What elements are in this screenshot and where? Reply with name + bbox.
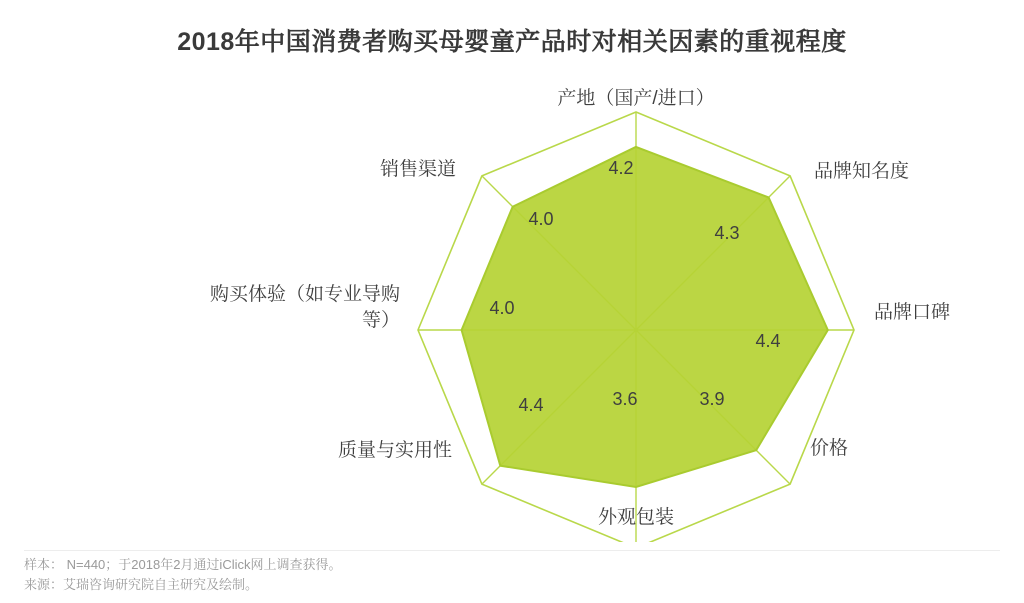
- axis-label-6: 购买体验（如专业导购: [209, 284, 400, 305]
- axis-label-0: 产地（国产/进口）: [557, 88, 715, 109]
- axis-label-1: 品牌知名度: [814, 161, 910, 182]
- value-label-0: 4.2: [608, 158, 634, 178]
- radar-chart-svg: [0, 62, 1024, 542]
- axis-label-4: 外观包装: [597, 507, 675, 528]
- axis-label-6b: 等）: [361, 310, 400, 331]
- value-label-2: 4.4: [755, 331, 781, 351]
- value-label-4: 3.6: [612, 389, 638, 409]
- axis-label-7: 销售渠道: [379, 159, 456, 180]
- value-label-5: 4.4: [518, 395, 544, 415]
- axis-label-5: 质量与实用性: [337, 440, 452, 461]
- radar-chart: [0, 62, 1024, 542]
- axis-label-2: 品牌口碑: [874, 302, 951, 323]
- footnotes: [24, 555, 724, 595]
- value-label-3: 3.9: [699, 389, 725, 409]
- page-title: 2018年中国消费者购买母婴童产品时对相关因素的重视程度: [177, 28, 847, 56]
- value-label-1: 4.3: [714, 223, 740, 243]
- footnote-source: 来源：艾瑞咨询研究院自主研究及绘制。: [24, 576, 259, 592]
- axis-label-3: 价格: [810, 438, 849, 459]
- radar-data-area: [462, 147, 828, 487]
- value-label-6: 4.0: [489, 298, 515, 318]
- footnote-divider: [24, 550, 1000, 551]
- value-label-7: 4.0: [528, 209, 554, 229]
- footnote-sample: 样本： N=440；于2018年2月通过iClick网上调查获得。: [24, 556, 342, 572]
